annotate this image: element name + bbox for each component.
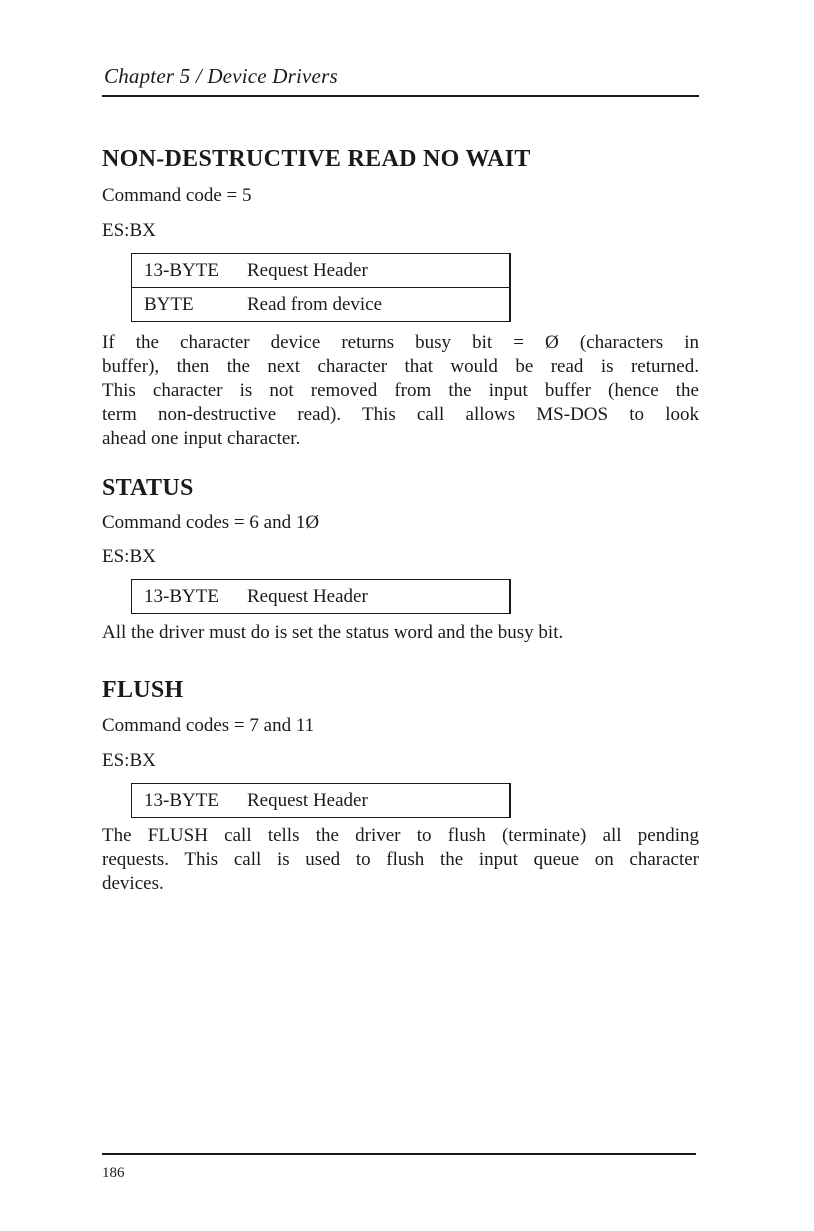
register-label: ES:BX bbox=[102, 546, 156, 567]
paragraph-line: term non-destructive read). This call allows MS-DOS to look bbox=[102, 404, 699, 425]
table-cell-description: Request Header bbox=[247, 586, 368, 607]
table-row bbox=[132, 254, 509, 287]
request-header-table bbox=[131, 579, 511, 614]
paragraph-line: ahead one input character. bbox=[102, 428, 301, 449]
paragraph-line: devices. bbox=[102, 873, 164, 894]
section-paragraph bbox=[102, 824, 699, 896]
table-cell-description: Request Header bbox=[247, 790, 368, 811]
command-code-line: Command code = 5 bbox=[102, 185, 252, 206]
table-cell-size: 13-BYTE bbox=[144, 586, 219, 607]
running-head: Chapter 5 / Device Drivers bbox=[104, 64, 338, 88]
register-label: ES:BX bbox=[102, 750, 156, 771]
table-row bbox=[132, 580, 509, 613]
section-paragraph bbox=[102, 331, 699, 451]
paragraph-line: All the driver must do is set the status word and the busy bit. bbox=[102, 622, 564, 643]
request-header-table bbox=[131, 253, 511, 322]
command-code-line: Command codes = 7 and 11 bbox=[102, 715, 315, 736]
paragraph-line: This character is not removed from the input buffer (hence the bbox=[102, 380, 699, 401]
paragraph-line: buffer), then the next character that would be read is returned. bbox=[102, 356, 699, 377]
page-number: 186 bbox=[102, 1165, 125, 1181]
header-rule bbox=[102, 95, 699, 97]
section-title-non-destructive-read: NON-DESTRUCTIVE READ NO WAIT bbox=[102, 146, 531, 172]
paragraph-line: The FLUSH call tells the driver to flush (terminate) all pending bbox=[102, 825, 699, 846]
paragraph-line: If the character device returns busy bit = Ø (characters in bbox=[102, 332, 699, 353]
table-cell-size: 13-BYTE bbox=[144, 260, 219, 281]
table-cell-description: Request Header bbox=[247, 260, 368, 281]
section-title-flush: FLUSH bbox=[102, 677, 184, 703]
table-cell-description: Read from device bbox=[247, 294, 383, 315]
table-cell-size: 13-BYTE bbox=[144, 790, 219, 811]
register-label: ES:BX bbox=[102, 220, 156, 241]
command-code-line: Command codes = 6 and 1Ø bbox=[102, 512, 320, 533]
table-row bbox=[132, 784, 509, 817]
request-header-table bbox=[131, 783, 511, 818]
paragraph-line: requests. This call is used to flush the input queue on character bbox=[102, 849, 699, 870]
footer-rule bbox=[102, 1153, 696, 1155]
section-paragraph bbox=[102, 621, 699, 645]
table-cell-size: BYTE bbox=[144, 294, 194, 315]
section-title-status: STATUS bbox=[102, 475, 194, 501]
table-row bbox=[132, 287, 509, 321]
